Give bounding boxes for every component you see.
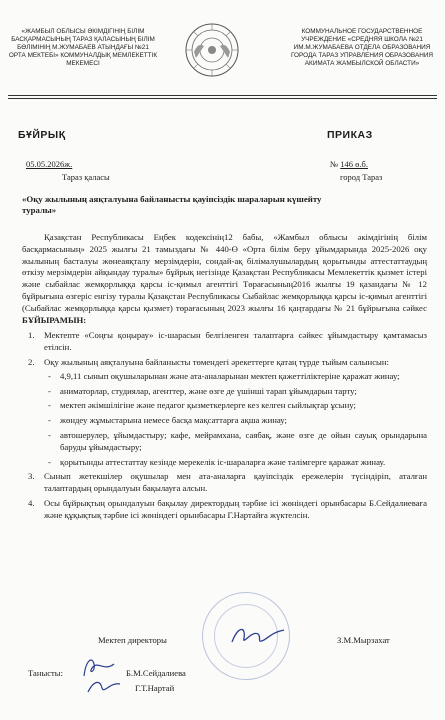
list-item: 1. Мектепте «Соңғы қоңырау» іс-шарасын белгіленген талаптарға сәйкес ұйымдастыру қамтамасыз етілсін. xyxy=(28,330,427,353)
header-divider xyxy=(8,98,437,99)
header-org-ru: КОММУНАЛЬНОЕ ГОСУДАРСТВЕННОЕ УЧРЕЖДЕНИЕ «СРЕДНЯЯ ШКОЛА №21 ИМ.М.ЖУМАБАЕВА ОТДЕЛА ОБРАЗОВАНИЯ ГОРОДА ТАРАЗ УПРАВЛЕНИЯ ОБРАЗОВАНИЯ АКИМАТА ЖАМБЫЛСКОЙ ОБЛАСТИ» xyxy=(290,28,434,68)
list-item: 4. Осы бұйрықтың орындалуын бақылау директордың тәрбие ісі жөніндегі орынбасары Б.Сейдалиеваға және құқықтық тәрбие ісі жөніндегі орынбасары Г.Нартайға жүктелсін. xyxy=(28,497,427,520)
signature-nartai xyxy=(84,676,124,698)
prohibited-list xyxy=(44,371,427,469)
list-item: 3. Сынып жетекшілер оқушылар мен ата-аналарға қауіпсіздік ережелерін түсіндіріп, аталған талаптардың орындалуын бақылауға алсын. xyxy=(28,471,427,494)
director-signature xyxy=(228,622,288,650)
city-ru: город Тараз xyxy=(340,172,383,182)
doc-type-ru: ПРИКАЗ xyxy=(327,129,373,141)
director-name: З.М.Мырзахат xyxy=(337,635,390,645)
doc-type-kz: БҰЙРЫҚ xyxy=(18,129,66,141)
list-item: - қорытынды аттестаттау кезінде мерекелік іс-шараларға және тәлімгерге қаражат жинау. xyxy=(48,456,386,467)
acquainted-name: Б.М.Сейдалиева xyxy=(126,668,186,678)
list-item: - автошерулер, ұйымдастыру; кафе, мейрамхана, саябақ, және өзге де ойын сауық орындарына баруды ұйымдастыру; xyxy=(48,429,427,452)
header-org-kz: «ЖАМБЫЛ ОБЛЫСЫ ӘКІМДІГІНІҢ БІЛІМ БАСҚАРМАСЫНЫҢ ТАРАЗ ҚАЛАСЫНЫҢ БІЛІМ БӨЛІМІНІҢ М.ЖУМАБАЕВ АТЫНДАҒЫ №21 ОРТА МЕКТЕБІ» КОММУНАЛДЫҚ МЕМЛЕКЕТТІК МЕКЕМЕСІ xyxy=(8,28,158,68)
state-emblem-icon xyxy=(184,22,240,78)
director-label: Мектеп директоры xyxy=(98,635,167,645)
city-kz: Тараз қаласы xyxy=(62,172,110,182)
acquainted-name: Г.Т.Нартай xyxy=(135,683,175,693)
order-number: № 146 ө.б. xyxy=(330,159,368,169)
list-item: - аниматорлар, студиялар, агенттер, және өзге де үшінші тарап ұйымдарын тарту; xyxy=(48,385,357,396)
order-word: БҰЙЫРАМЫН: xyxy=(22,314,87,325)
preamble: Қазақстан Республикасы Еңбек кодексінің12 бабы, «Жамбыл облысы әкімдігінің білім басқармасының» 2025 жылғы 21 тамыздағы № 440-Ө «Орта білім беру ұйымдарында 2025-2026 оқу жылының басталуы жөнеаяқталу мерзімдерін, сондай-ақ білімалушылардың қорытынды аттестаттаудың өткізу мерзімдерін айқындау туралы» бұйрық негізінде Қазақстан Республикасы Мемлекеттік қызмет істері және сыбайлас жемқорлыққа қарсы іс-қимыл агенттігі Төрағасының2016 жылғы 19 қазандағы № 12 бұйрығына өзгеріс енгізу туралы Қазақстан Республикасы Сыбайлас жемқорлыққа қарсы іс-қимыл агенттігі (Сыбайлас жемқорлыққа қарсы қызмет) төрағасының 2023 жылғы 16 қаңтардағы № 21 бұйрығына сәйкес БҰЙЫРАМЫН: xyxy=(22,232,427,325)
order-body xyxy=(22,232,427,525)
list-item: 2. Оқу жылының аяқталуына байланысты төмендегі әрекеттерге қатаң түрде тыйым салынсын: - 4,9,11 сынып оқушыларынан және ата-аналарынан мектеп қажеттіліктеріне қаражат жинау; - аниматорлар, студиялар, агенттер, және өзге де үшінші тарап ұйымдарын тарту; - мектеп әкімшілігіне және педагог қызметкерлерге кез келген сыйлықтар ұсыну; - жөндеу жұмыстарына немесе басқа мақсаттарға ақша жинау; - автошерулер, ұйымдастыру; кафе, мейрамхана, саябақ, және өзге де ойын сауық орындарына баруды ұйымдастыру; - қорытынды аттестаттау кезінде мерекелік іс-шараларға және тәлімгерге қаражат жинау. xyxy=(28,356,427,467)
acquainted-label: Танысты: xyxy=(28,668,63,678)
order-items xyxy=(22,330,427,521)
list-item: - мектеп әкімшілігіне және педагог қызметкерлерге кез келген сыйлықтар ұсыну; xyxy=(48,400,356,411)
list-item: - жөндеу жұмыстарына немесе басқа мақсаттарға ақша жинау; xyxy=(48,415,287,426)
order-date: 05.05.2026ж. xyxy=(26,159,73,169)
header-divider xyxy=(8,95,437,96)
order-title: «Оқу жылының аяқталуына байланысты қауіпсіздік шараларын күшейту туралы» xyxy=(22,194,322,215)
list-item: - 4,9,11 сынып оқушыларынан және ата-аналарынан мектеп қажеттіліктеріне қаражат жинау; xyxy=(48,370,400,381)
